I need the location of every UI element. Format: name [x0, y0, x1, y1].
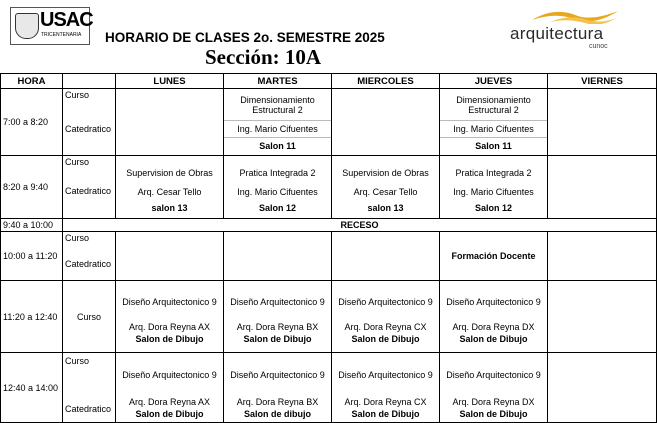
time-cell: 12:40 a 14:00 [1, 353, 63, 423]
room-name: Salon de Dibujo [351, 408, 420, 419]
class-cell: Formación Docente [440, 232, 548, 281]
curso-label: Curso [63, 281, 116, 353]
course-name: Pratica Integrada 2 [455, 168, 532, 178]
course-name: Diseño Arquitectonico 9 [338, 296, 433, 307]
cunoc-logo-text: cunoc [589, 43, 608, 50]
class-cell [332, 156, 440, 219]
professor-name: Arq. Cesar Tello [137, 187, 202, 197]
table-header-row [1, 74, 657, 89]
page-title: HORARIO DE CLASES 2o. SEMESTRE 2025 [105, 30, 385, 45]
room-name: Salon de Dibujo [351, 333, 420, 344]
catedratico-label: Catedratico [65, 404, 112, 414]
class-cell [224, 89, 332, 156]
class-cell [116, 156, 224, 219]
professor-name: Arq. Dora Reyna CX [344, 321, 427, 332]
time-cell: 8:20 a 9:40 [1, 156, 63, 219]
wave-logo-icon [530, 8, 620, 24]
room-name: Salon 12 [474, 203, 512, 213]
time-cell: 9:40 a 10:00 [1, 219, 63, 232]
course-name: Diseño Arquitectonico 9 [122, 369, 217, 380]
room-name: Salon 12 [258, 203, 296, 213]
row-labels [63, 232, 116, 281]
room-name: Salon de Dibujo [135, 408, 204, 419]
arquitectura-logo [508, 8, 626, 48]
class-cell [332, 232, 440, 281]
catedratico-label: Catedratico [65, 259, 112, 269]
room-name: Salon 11 [440, 137, 547, 155]
professor-name: Arq. Dora Reyna BX [236, 396, 319, 407]
course-name: Dimensionamiento Estructural 2 [240, 94, 315, 115]
course-name: Diseño Arquitectonico 9 [338, 369, 433, 380]
course-name: Diseño Arquitectonico 9 [230, 369, 325, 380]
usac-logo-subtext: TRICENTENARIA [41, 32, 82, 38]
usac-seal-icon [15, 13, 39, 39]
class-cell [548, 353, 657, 423]
professor-name: Ing. Mario Cifuentes [440, 120, 547, 137]
course-name: Diseño Arquitectonico 9 [122, 296, 217, 307]
header-jueves: JUEVES [440, 74, 548, 89]
room-name: salon 13 [367, 203, 404, 213]
row-labels [63, 89, 116, 156]
row-labels [63, 353, 116, 423]
schedule-table [0, 73, 657, 423]
class-cell [116, 281, 224, 353]
row-labels [63, 156, 116, 219]
class-cell [332, 89, 440, 156]
header-hora: HORA [1, 74, 63, 89]
schedule-header [0, 0, 657, 73]
header-miercoles: MIERCOLES [332, 74, 440, 89]
class-cell [440, 281, 548, 353]
curso-label: Curso [65, 157, 90, 167]
class-cell [548, 156, 657, 219]
room-name: Salon de Dibujo [135, 333, 204, 344]
class-cell [224, 156, 332, 219]
usac-logo-text: USAC [40, 9, 93, 31]
catedratico-label: Catedratico [65, 186, 112, 196]
curso-label: Curso [65, 90, 90, 100]
class-cell [116, 89, 224, 156]
class-cell [224, 281, 332, 353]
class-cell [332, 281, 440, 353]
class-cell [548, 232, 657, 281]
header-lunes: LUNES [116, 74, 224, 89]
class-cell [224, 232, 332, 281]
room-name: Salon de Dibujo [459, 408, 528, 419]
class-cell [440, 89, 548, 156]
professor-name: Arq. Dora Reyna DX [452, 396, 535, 407]
class-cell [116, 353, 224, 423]
course-name: Diseño Arquitectonico 9 [446, 296, 541, 307]
professor-name: Ing. Mario Cifuentes [453, 187, 534, 197]
professor-name: Arq. Dora Reyna AX [128, 396, 211, 407]
class-cell [440, 353, 548, 423]
professor-name: Arq. Cesar Tello [353, 187, 418, 197]
time-cell: 7:00 a 8:20 [1, 89, 63, 156]
course-name: Supervision de Obras [126, 168, 213, 178]
professor-name: Arq. Dora Reyna BX [236, 321, 319, 332]
catedratico-label: Catedratico [65, 124, 112, 134]
class-cell [224, 353, 332, 423]
usac-logo [10, 7, 93, 45]
professor-name: Ing. Mario Cifuentes [237, 187, 318, 197]
class-cell [548, 281, 657, 353]
table-row [1, 281, 657, 353]
room-name: Salon de Dibujo [243, 333, 312, 344]
arquitectura-logo-text: arquitectura [510, 24, 604, 43]
time-cell: 11:20 a 12:40 [1, 281, 63, 353]
header-viernes: VIERNES [548, 74, 657, 89]
course-name: Diseño Arquitectonico 9 [446, 369, 541, 380]
room-name: Salon de Dibujo [459, 333, 528, 344]
receso-row [1, 219, 657, 232]
table-row [1, 89, 657, 156]
table-row [1, 232, 657, 281]
professor-name: Arq. Dora Reyna CX [344, 396, 427, 407]
room-name: salon 13 [151, 203, 188, 213]
header-blank [63, 74, 116, 89]
course-name: Diseño Arquitectonico 9 [230, 296, 325, 307]
course-name: Pratica Integrada 2 [239, 168, 316, 178]
receso-label: RECESO [63, 219, 657, 232]
time-cell: 10:00 a 11:20 [1, 232, 63, 281]
room-name: Salon de dibujo [244, 408, 311, 419]
class-cell [332, 353, 440, 423]
curso-label: Curso [65, 233, 90, 243]
professor-name: Arq. Dora Reyna DX [452, 321, 535, 332]
course-name: Supervision de Obras [342, 168, 429, 178]
section-label: Sección: 10A [205, 45, 322, 69]
class-cell [440, 156, 548, 219]
professor-name: Ing. Mario Cifuentes [224, 120, 331, 137]
table-row [1, 156, 657, 219]
table-row [1, 353, 657, 423]
room-name: Salon 11 [224, 137, 331, 155]
class-cell [548, 89, 657, 156]
course-name: Dimensionamiento Estructural 2 [456, 94, 531, 115]
curso-label: Curso [65, 356, 90, 366]
class-cell [116, 232, 224, 281]
professor-name: Arq. Dora Reyna AX [128, 321, 211, 332]
header-martes: MARTES [224, 74, 332, 89]
